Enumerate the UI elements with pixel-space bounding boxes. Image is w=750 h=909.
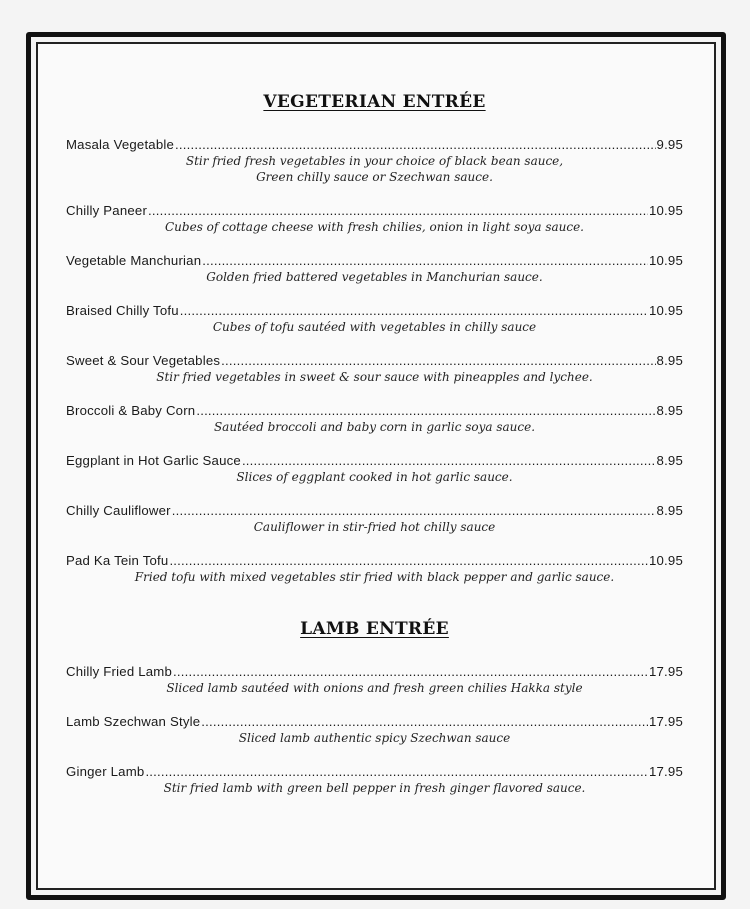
dot-leader: [175, 136, 655, 153]
dot-leader: [172, 502, 656, 519]
item-price: 17.95: [648, 764, 683, 779]
item-name: Chilly Fried Lamb: [66, 664, 173, 679]
item-price: 10.95: [648, 253, 683, 268]
item-name: Braised Chilly Tofu: [66, 303, 179, 318]
item-price: 8.95: [656, 403, 683, 418]
menu-item: [66, 763, 683, 796]
menu-item: [66, 302, 683, 335]
item-price: 8.95: [656, 353, 683, 368]
item-price: 17.95: [648, 664, 683, 679]
item-description: Golden fried battered vegetables in Manchurian sauce.: [206, 270, 543, 284]
item-price: 10.95: [648, 203, 683, 218]
dot-leader: [202, 252, 648, 269]
item-price: 9.95: [656, 137, 683, 152]
menu-item: [66, 552, 683, 585]
item-description: Sliced lamb sautéed with onions and fresh green chilies Hakka style: [166, 681, 583, 695]
dot-leader: [145, 763, 648, 780]
item-description: Stir fried lamb with green bell pepper in fresh ginger flavored sauce.: [163, 781, 586, 795]
dot-leader: [201, 713, 648, 730]
item-name: Masala Vegetable: [66, 137, 175, 152]
item-name: Broccoli & Baby Corn: [66, 403, 196, 418]
menu-item: [66, 663, 683, 696]
item-description: Cauliflower in stir-fried hot chilly sauce: [253, 520, 496, 534]
item-description: Sliced lamb authentic spicy Szechwan sauce: [238, 731, 511, 745]
menu-item: [66, 713, 683, 746]
dot-leader: [173, 663, 648, 680]
item-name: Ginger Lamb: [66, 764, 145, 779]
menu-content: [66, 92, 683, 813]
item-name: Chilly Cauliflower: [66, 503, 171, 518]
item-name: Vegetable Manchurian: [66, 253, 202, 268]
item-price: 8.95: [656, 503, 683, 518]
item-description: Slices of eggplant cooked in hot garlic sauce.: [236, 470, 513, 484]
menu-item: [66, 502, 683, 535]
menu-item: [66, 402, 683, 435]
item-description: Cubes of tofu sautéed with vegetables in chilly sauce: [212, 320, 537, 334]
item-description: Stir fried vegetables in sweet & sour sauce with pineapples and lychee.: [156, 370, 593, 384]
item-description: Cubes of cottage cheese with fresh chilies, onion in light soya sauce.: [165, 220, 584, 234]
item-description: Sautéed broccoli and baby corn in garlic soya sauce.: [213, 420, 536, 434]
item-price: 10.95: [648, 553, 683, 568]
item-name: Sweet & Sour Vegetables: [66, 353, 221, 368]
item-name: Eggplant in Hot Garlic Sauce: [66, 453, 241, 468]
menu-item: [66, 352, 683, 385]
dot-leader: [221, 352, 655, 369]
item-name: Pad Ka Tein Tofu: [66, 553, 169, 568]
menu-item: [66, 202, 683, 235]
dot-leader: [169, 552, 648, 569]
item-description: Green chilly sauce or Szechwan sauce.: [256, 170, 493, 184]
item-price: 10.95: [648, 303, 683, 318]
menu-item: [66, 252, 683, 285]
section-title: VEGETERIAN ENTRÉE: [263, 92, 486, 112]
dot-leader: [242, 452, 656, 469]
item-description: Stir fried fresh vegetables in your choice of black bean sauce,: [185, 154, 564, 168]
menu-item: [66, 452, 683, 485]
item-description: Fried tofu with mixed vegetables stir fried with black pepper and garlic sauce.: [134, 570, 615, 584]
item-name: Chilly Paneer: [66, 203, 148, 218]
item-price: 17.95: [648, 714, 683, 729]
dot-leader: [180, 302, 648, 319]
dot-leader: [196, 402, 655, 419]
menu-item: [66, 136, 683, 185]
dot-leader: [148, 202, 648, 219]
item-price: 8.95: [656, 453, 683, 468]
section-title: LAMB ENTRÉE: [300, 619, 449, 639]
item-name: Lamb Szechwan Style: [66, 714, 201, 729]
